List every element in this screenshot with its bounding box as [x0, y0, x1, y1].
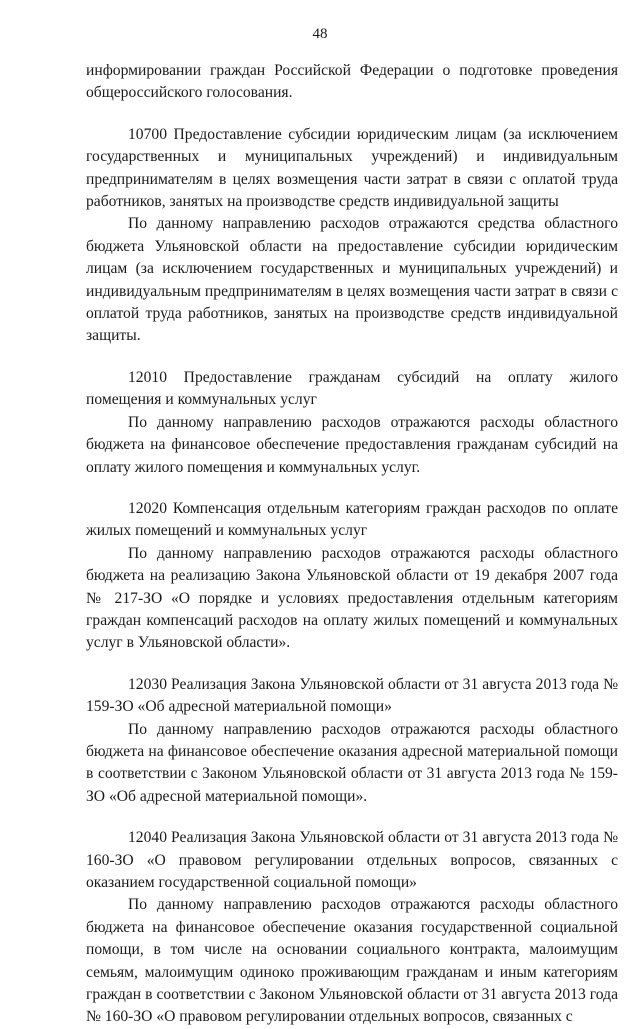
section-description-12020: По данному направлению расходов отражаются расходы областного бюджета на реализацию Закона Ульяновской области от 19 декабря 2007 года № 217-ЗО «О порядке и условиях предоставления отдельным категориям граждан компенсаций расходов на оплату жилых помещений и коммунальных услуг в Ульяновской области». — [86, 544, 618, 652]
section-title-12030: 12030 Реализация Закона Ульяновской области от 31 августа 2013 года № 159-ЗО «Об адресной материальной помощи» — [86, 675, 618, 716]
section-title-12020: 12020 Компенсация отдельным категориям граждан расходов по оплате жилых помещений и коммунальных услуг — [86, 499, 618, 540]
section-description-12030: По данному направлению расходов отражаются расходы областного бюджета на финансовое обеспечение оказания адресной материальной помощи в соответствии с Законом Ульяновской области от 31 августа 2013 года № 159-ЗО «Об адресной материальной помощи». — [86, 720, 618, 805]
section-description-10700: По данному направлению расходов отражаются средства областного бюджета Ульяновской области на предоставление субсидии юридическим лицам (за исключением государственных и муниципальных учреждений) и индивидуальным предпринимателям в целях возмещения части затрат в связи с оплатой труда работников, занятых на производстве средств индивидуальной защиты. — [86, 215, 618, 345]
paragraph-intro: информировании граждан Российской Федерации о подготовке проведения общероссийского голосования. — [86, 62, 618, 102]
section-title-10700: 10700 Предоставление субсидии юридическим лицам (за исключением государственных и муниципальных учреждений) и индивидуальным предпринимателям в целях возмещения части затрат в связи с оплатой труда работников, занятых на производстве средств индивидуальной защиты — [86, 125, 618, 211]
section-title-12040: 12040 Реализация Закона Ульяновской области от 31 августа 2013 года № 160-ЗО «О правовом регулировании отдельных вопросов, связанных с оказанием государственной социальной помощи» — [86, 829, 618, 891]
page-number: 48 — [312, 26, 328, 42]
section-description-12040: По данному направлению расходов отражаются расходы областного бюджета на финансовое обеспечение оказания государственной социальной помощи, в том числе на основании социального контракта, малоимущим семьям, малоимущим одиноко проживающим гражданам и иным категориям граждан в соответствии с Законом Ульяновской области от 31 августа 2013 года № 160-ЗО «О правовом регулировании отдельных вопросов, связанных с — [86, 896, 618, 1026]
section-title-12010: 12010 Предоставление гражданам субсидий на оплату жилого помещения и коммунальных услуг — [86, 368, 618, 409]
section-description-12010: По данному направлению расходов отражаются расходы областного бюджета на финансовое обеспечение предоставления гражданам субсидий на оплату жилого помещения и коммунальных услуг. — [86, 413, 618, 476]
document-body — [86, 60, 618, 1029]
